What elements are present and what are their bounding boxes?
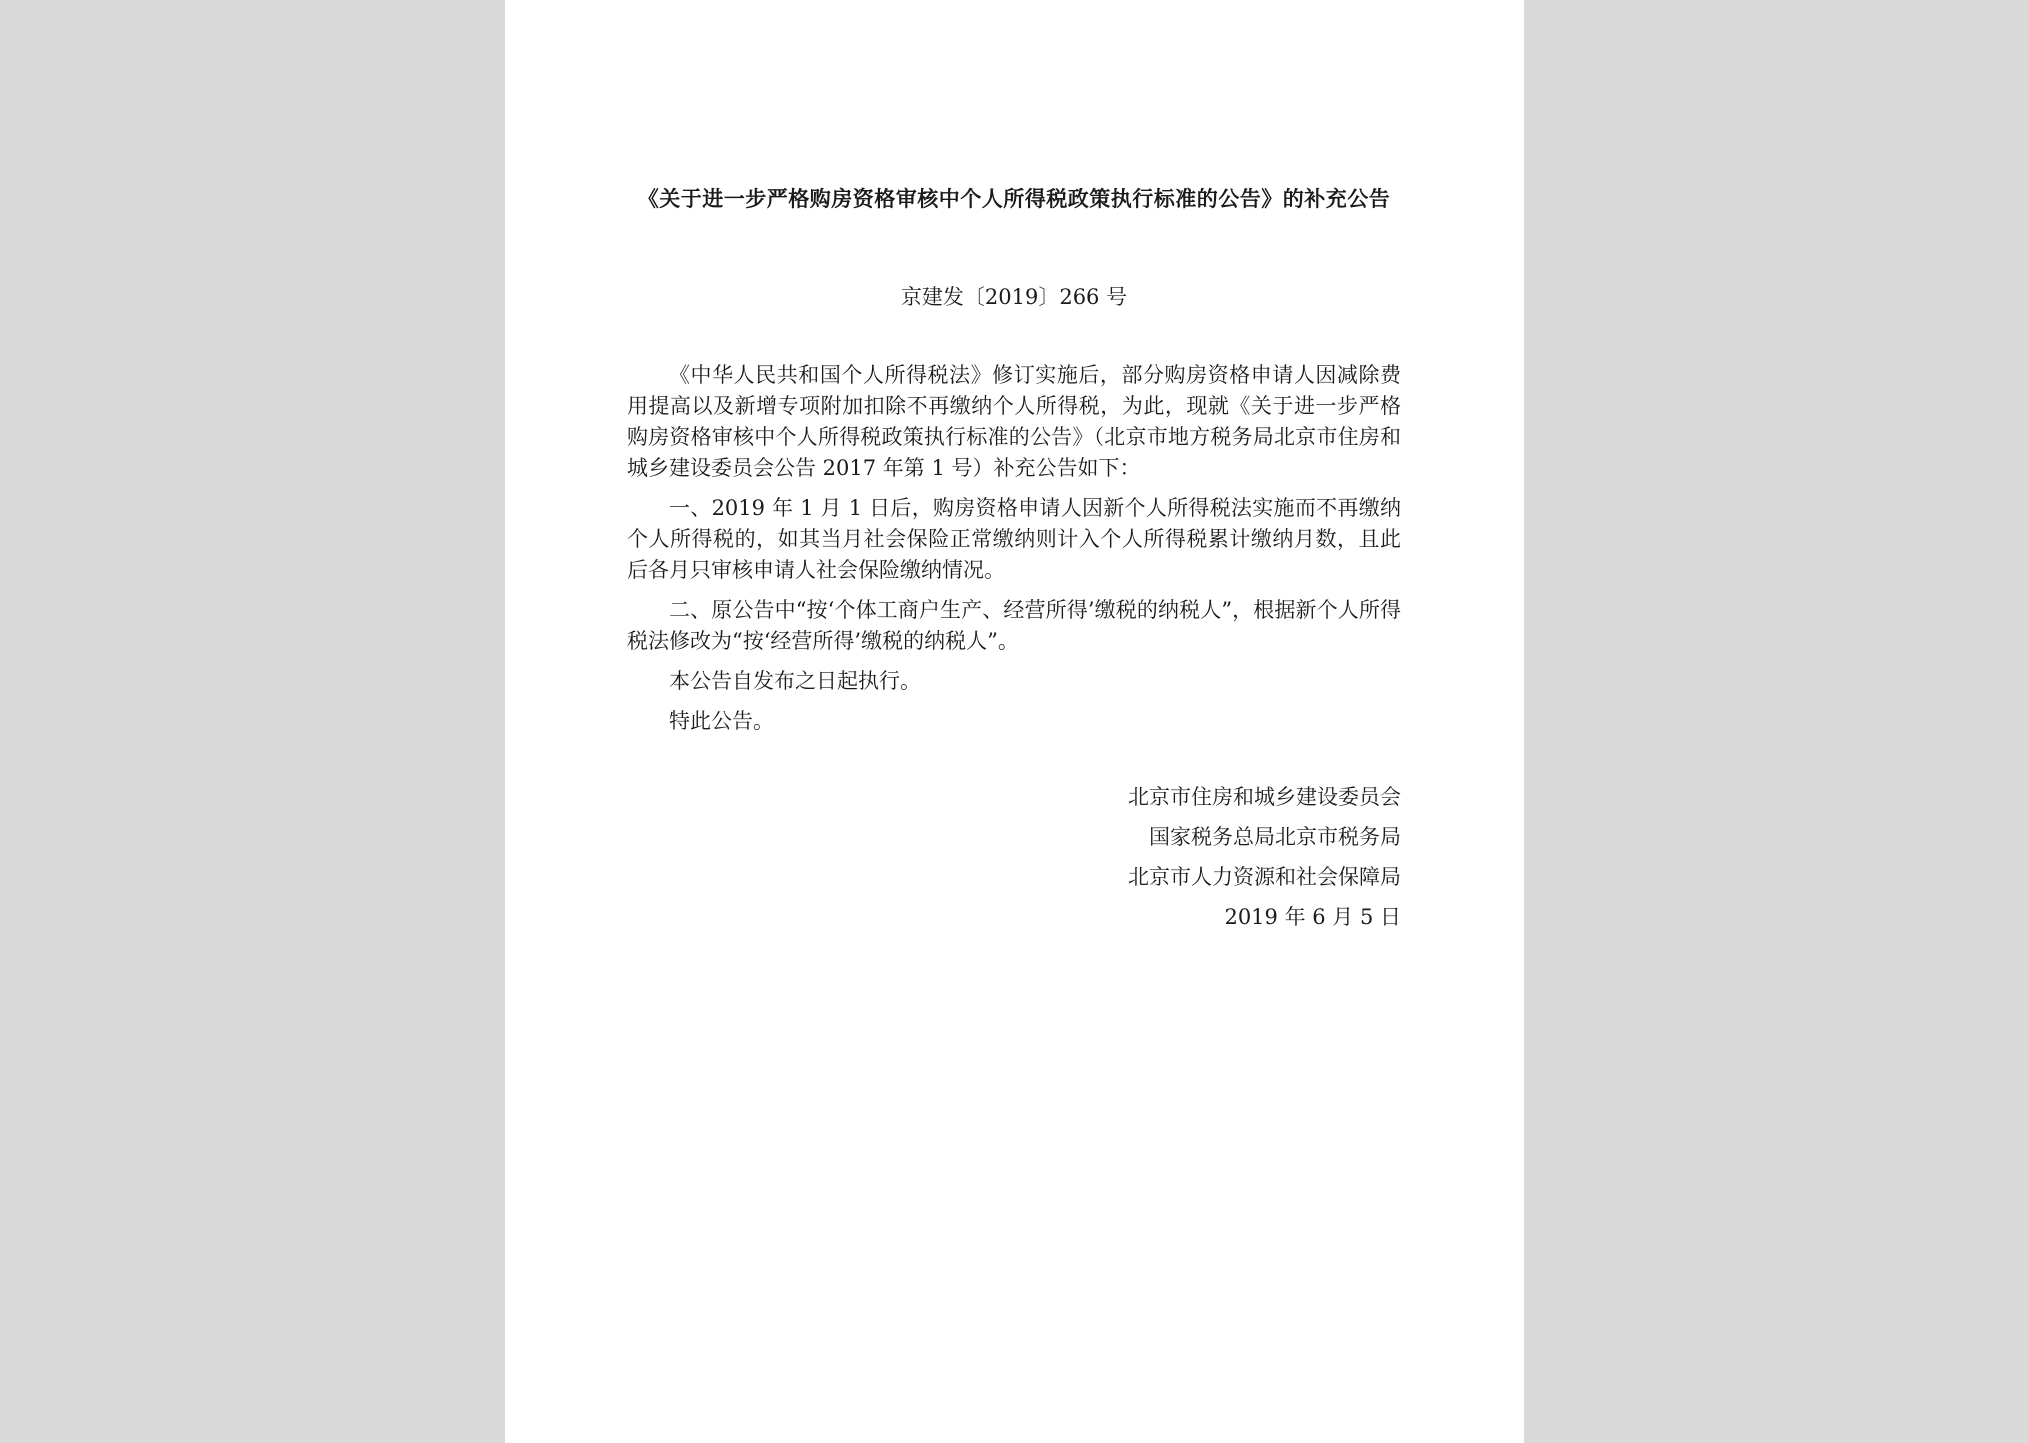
document-body <box>627 360 1401 746</box>
body-paragraph: 《中华人民共和国个人所得税法》修订实施后，部分购房资格申请人因减除费用提高以及新增专项附加扣除不再缴纳个人所得税，为此，现就《关于进一步严格购房资格审核中个人所得税政策执行标准的公告》（北京市地方税务局北京市住房和城乡建设委员会公告 2017 年第 1 号）补充公告如下： <box>627 363 1401 480</box>
body-paragraph: 本公告自发布之日起执行。 <box>669 669 921 693</box>
signatory: 北京市住房和城乡建设委员会 <box>1128 785 1401 809</box>
document-page <box>505 0 1524 1443</box>
signatory: 国家税务总局北京市税务局 <box>1149 825 1401 849</box>
signatory: 北京市人力资源和社会保障局 <box>1128 865 1401 889</box>
body-paragraph: 二、原公告中“按‘个体工商户生产、经营所得’缴税的纳税人”，根据新个人所得税法修改为“按‘经营所得’缴税的纳税人”。 <box>627 598 1401 653</box>
document-number: 京建发〔2019〕266 号 <box>900 285 1128 309</box>
body-paragraph: 特此公告。 <box>669 709 774 733</box>
document-date: 2019 年 6 月 5 日 <box>1224 905 1401 929</box>
document-title: 《关于进一步严格购房资格审核中个人所得税政策执行标准的公告》的补充公告 <box>637 186 1391 211</box>
body-paragraph: 一、2019 年 1 月 1 日后，购房资格申请人因新个人所得税法实施而不再缴纳个人所得税的，如其当月社会保险正常缴纳则计入个人所得税累计缴纳月数，且此后各月只审核申请人社会保险缴纳情况。 <box>627 496 1401 582</box>
signature-block <box>627 777 1401 937</box>
